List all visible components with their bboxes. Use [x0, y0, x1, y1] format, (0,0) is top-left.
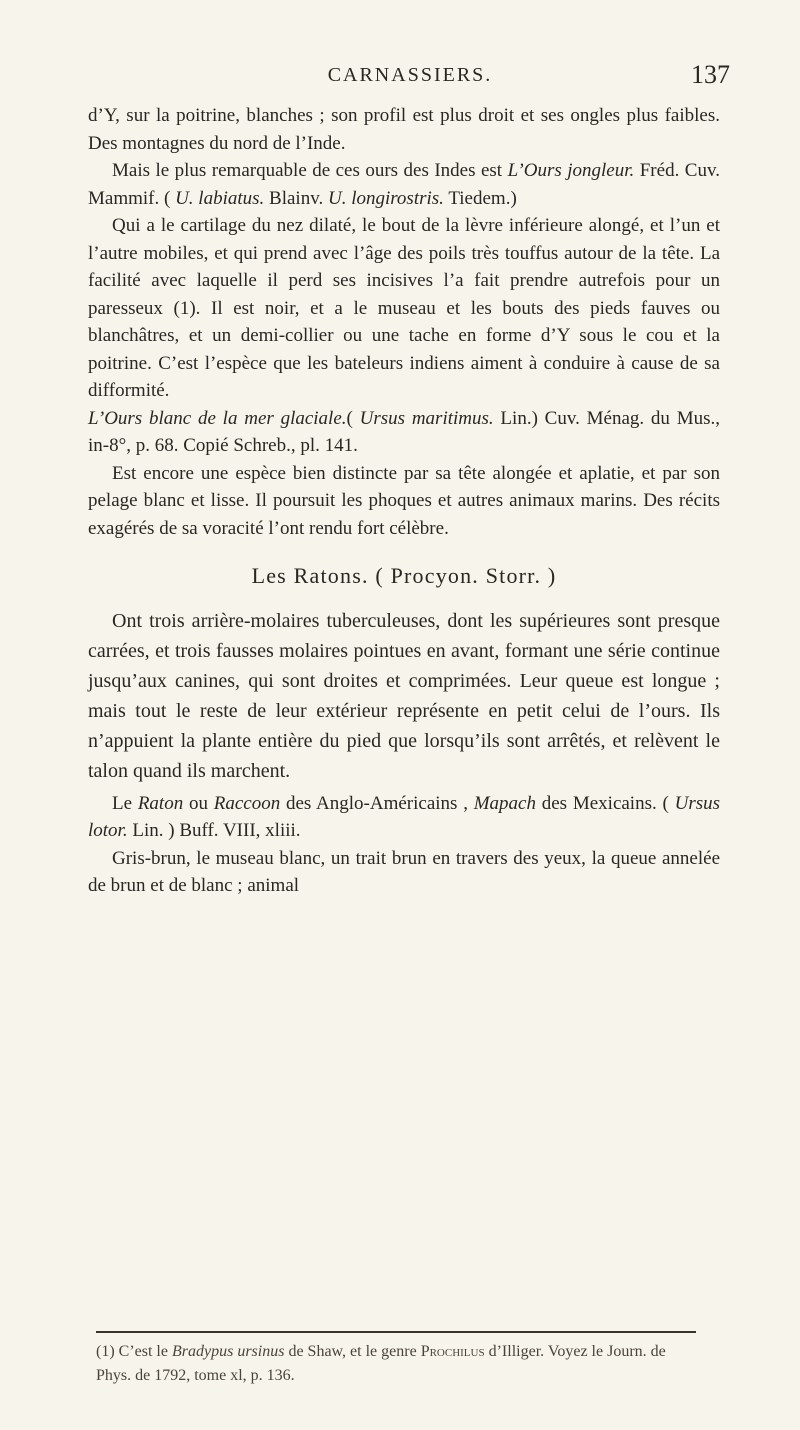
paragraph-ours-blanc-description: Est encore une espèce bien distincte par sa tête alongée et aplatie, et par son pelage blanc et lisse. Il poursuit les phoques et autres animaux marins. Des récits exagérés de sa voracité l’ont rendu fort célèbre.: [88, 462, 720, 539]
text-run: Lin.) Cuv. Ménag. du Mus., in-8°, p. 68. Copié Schreb., pl. 141.: [88, 407, 721, 456]
footnote: [96, 1340, 696, 1388]
running-head: CARNASSIERS.: [327, 64, 493, 86]
paragraph-ours-jongleur-entry: [88, 157, 720, 212]
genus-name: Prochilus: [420, 1343, 485, 1360]
text-run: des Anglo-Américains ,: [280, 792, 474, 814]
paragraph-ours-jongleur-description: Qui a le cartilage du nez dilaté, le bout de la lèvre inférieure alongé, et l’un et l’autre mobiles, et qui prend avec l’âge des poils très touffus autour de la tête. La facilité avec laquelle il perd ses incisives l’a fait prendre autrefois pour un paresseux (1). Il est noir, et a le museau et les bouts des pieds fauves ou blanchâtres, et un demi-collier ou une tache en forme d’Y sous le cou et la poitrine. C’est l’espèce que les bateleurs indiens aiment à conduire à cause de sa difformité.: [88, 215, 720, 401]
latin-name: Bradypus ursinus: [171, 1343, 285, 1360]
text-run: des Mexicains. (: [535, 792, 675, 814]
page-body: [88, 102, 720, 900]
text-run: Tiedem.): [443, 187, 517, 209]
species-name: L’Ours jongleur.: [507, 160, 635, 181]
paragraph-continuation: d’Y, sur la poitrine, blanches ; son profil est plus droit et ses ongles plus faibles. Des montagnes du nord de l’Inde.: [88, 105, 720, 154]
text-run: (1) C’est le: [96, 1343, 172, 1360]
species-name: Raton: [137, 792, 184, 814]
text-run: Le: [112, 792, 138, 814]
text-run: Mais le plus remarquable de ces ours des Indes est: [112, 160, 508, 181]
text-run: (: [346, 407, 360, 429]
paragraph-ours-blanc-entry: [88, 405, 720, 460]
footnote-rule: [96, 1331, 696, 1333]
latin-name: Ursus lotor.: [88, 792, 720, 841]
section-heading: Les Ratons. ( Procyon. Storr. ): [251, 563, 557, 588]
page-number: 137: [691, 60, 730, 89]
species-name: Raccoon: [213, 792, 281, 814]
paragraph-ratons-description: Ont trois arrière-molaires tuberculeuses, dont les supérieures sont presque carrées, et trois fausses molaires pointues en avant, formant une série continue jusqu’aux canines, qui sont droites et comprimées. Leur queue est longue ; mais tout le reste de leur extérieur représente en petit celui de l’ours. Ils n’appuient la plante entière du pied que lorsqu’ils sont arrêtés, et relèvent le talon quand ils marchent.: [88, 609, 720, 782]
text-run: d’Illiger. Voyez le Journ. de Phys. de 1792, tome xl, p. 136.: [96, 1343, 666, 1384]
latin-name: Ursus maritimus.: [359, 407, 494, 429]
species-name: Mapach: [473, 792, 536, 814]
text-run: Fréd. Cuv. Mammif. (: [88, 160, 720, 209]
paragraph-raton-description: Gris-brun, le museau blanc, un trait brun en travers des yeux, la queue annelée de brun et de blanc ; animal: [88, 847, 720, 896]
text-run: Blainv.: [264, 187, 328, 209]
text-run: ou: [183, 792, 214, 814]
paragraph-raton-entry: [88, 790, 720, 845]
page-header: [90, 60, 730, 104]
text-run: Lin. ) Buff. VIII, xliii.: [127, 820, 301, 841]
latin-name: U. labiatus.: [175, 187, 265, 209]
text-run: de Shaw, et le genre: [284, 1343, 421, 1360]
species-name: L’Ours blanc de la mer glaciale.: [88, 407, 347, 429]
latin-name: U. longirostris.: [327, 187, 444, 209]
